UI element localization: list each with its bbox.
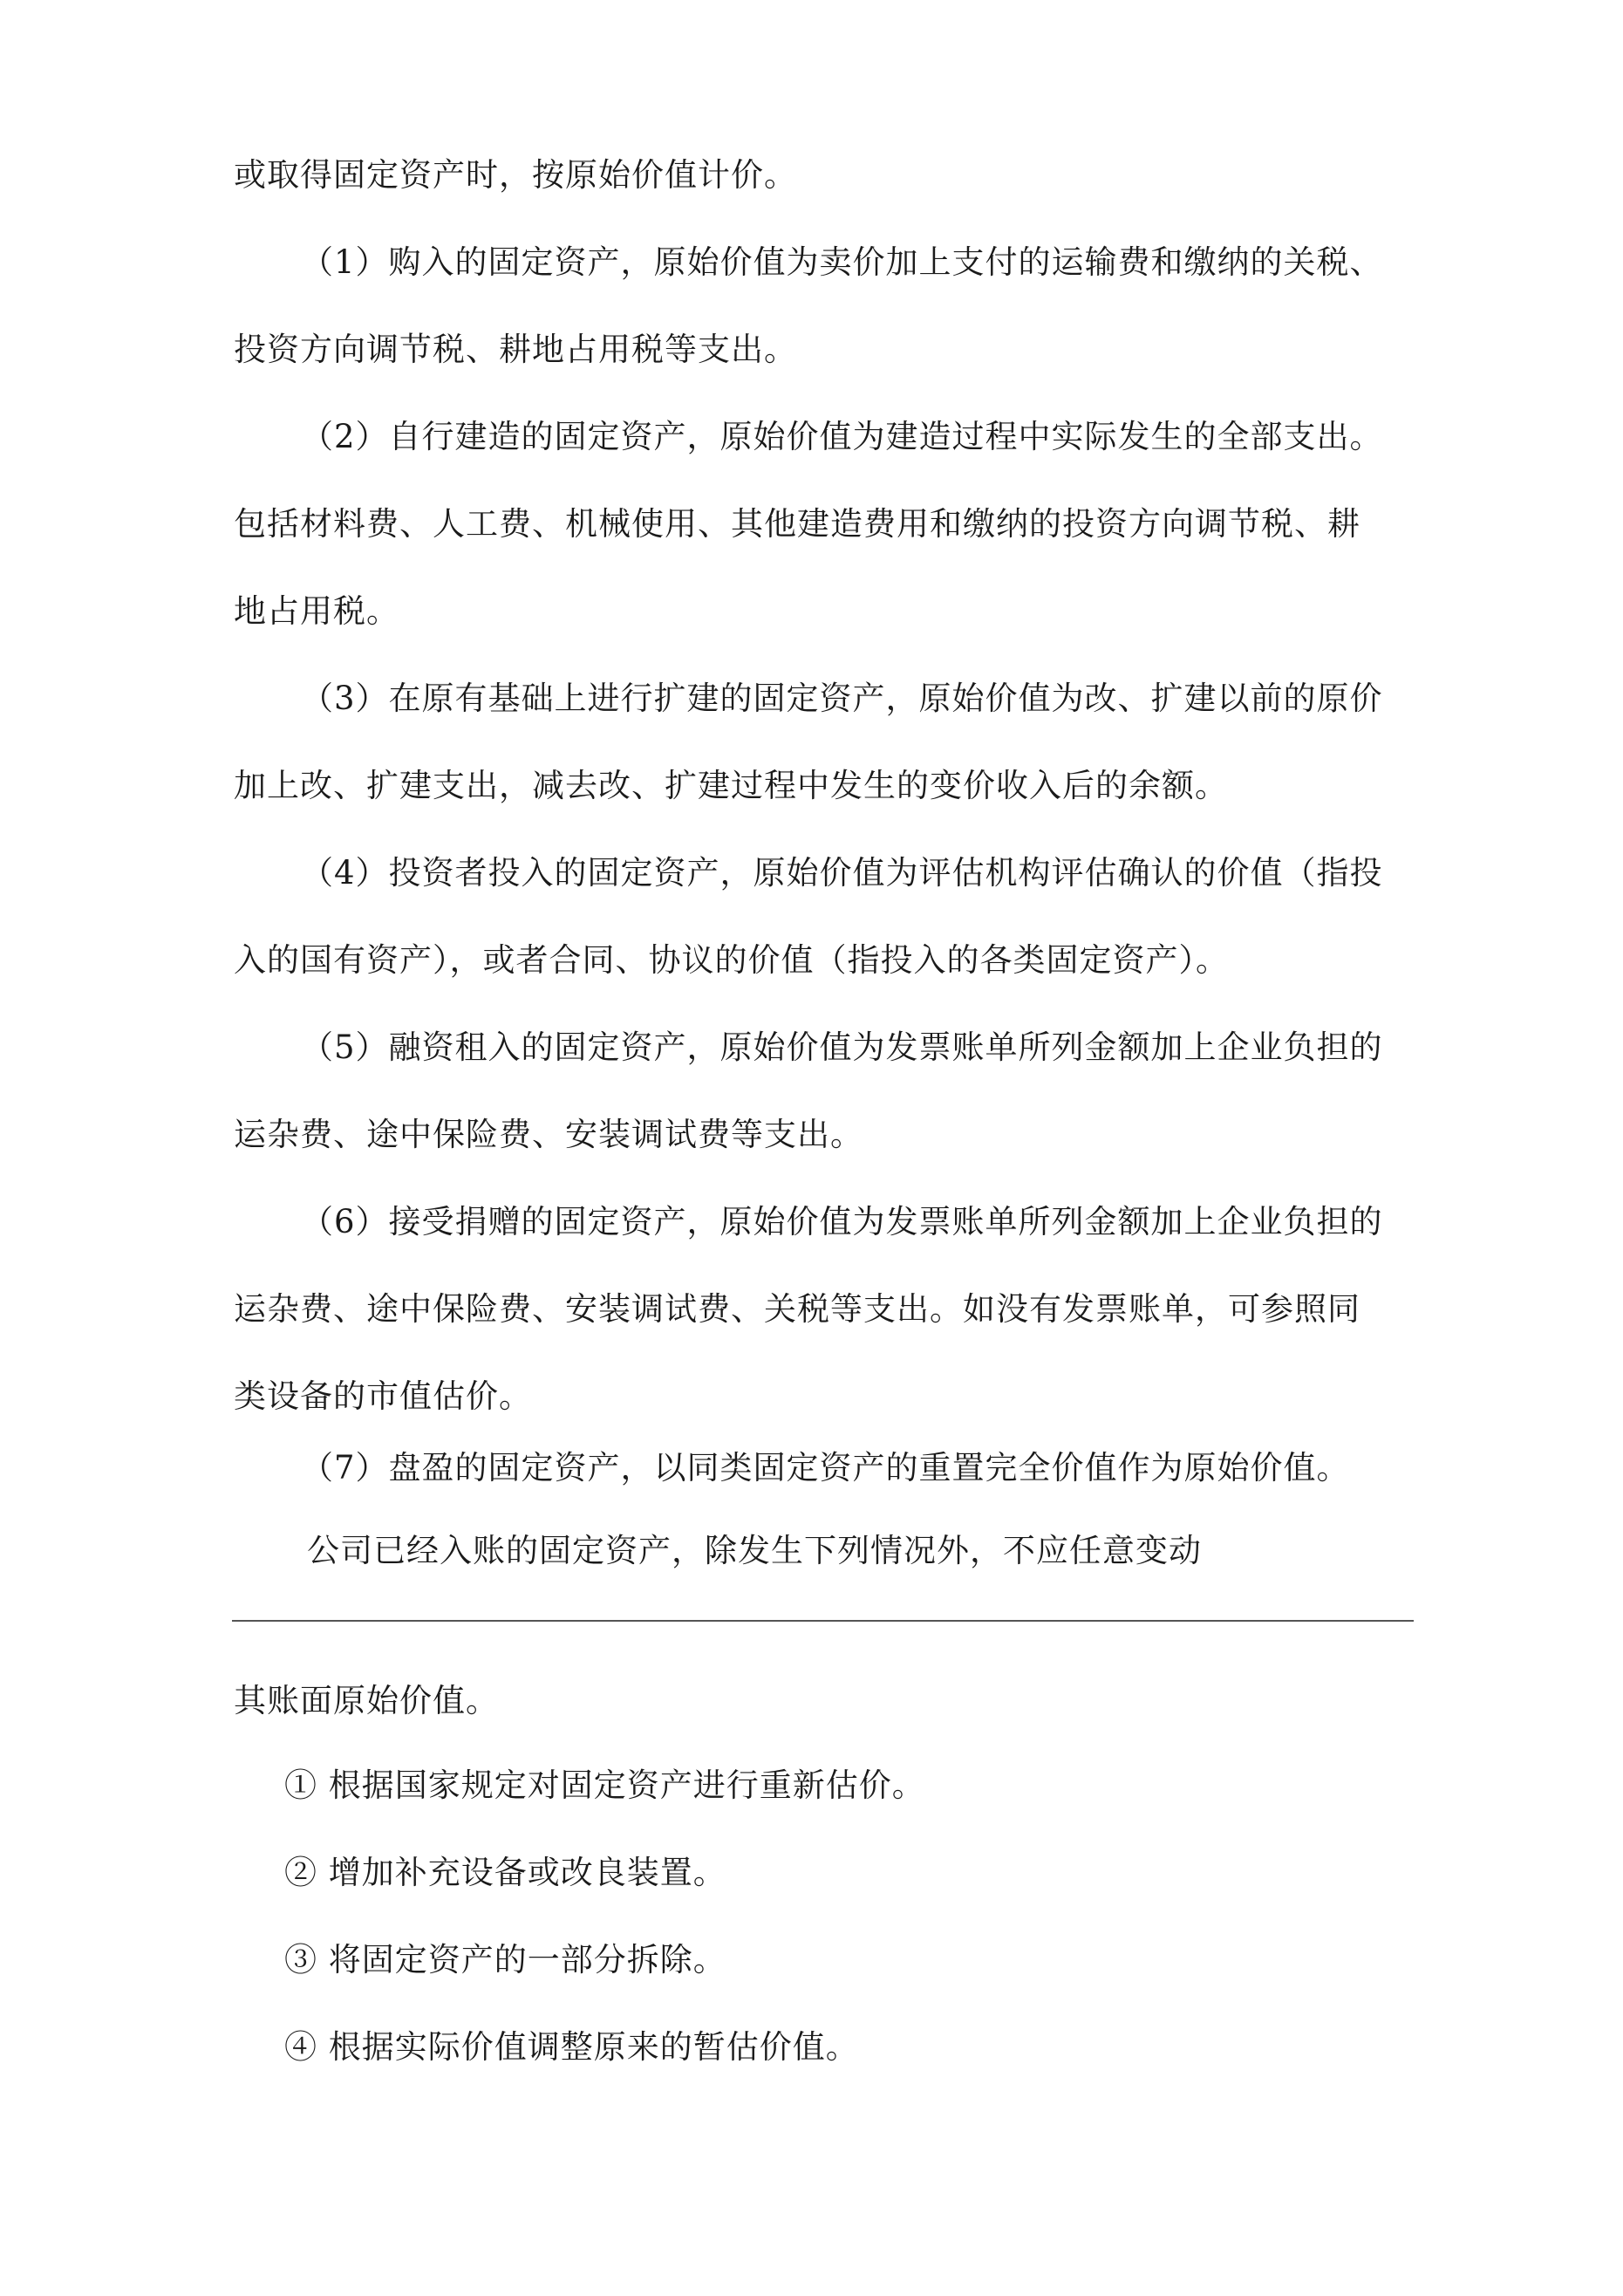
item-2-line-3: 地占用税。	[234, 592, 399, 630]
list-item-4: ④ 根据实际价值调整原来的暂估价值。	[284, 2028, 859, 2066]
item-1-line-2: 投资方向调节税、耕地占用税等支出。	[234, 331, 797, 368]
item-3-line-1: （3）在原有基础上进行扩建的固定资产，原始价值为改、扩建以前的原价	[301, 680, 1383, 717]
item-3-line-2: 加上改、扩建支出，减去改、扩建过程中发生的变价收入后的余额。	[234, 767, 1228, 804]
item-7-line-1: （7）盘盈的固定资产，以同类固定资产的重置完全价值作为原始价值。	[301, 1449, 1350, 1486]
list-item-1: ① 根据国家规定对固定资产进行重新估价。	[284, 1766, 925, 1804]
item-5-line-1: （5）融资租入的固定资产，原始价值为发票账单所列金额加上企业负担的	[301, 1028, 1383, 1066]
item-6-line-2: 运杂费、途中保险费、安装调试费、关税等支出。如没有发票账单，可参照同	[234, 1290, 1360, 1328]
item-4-line-2: 入的国有资产），或者合同、协议的价值（指投入的各类固定资产）。	[234, 941, 1229, 979]
list-item-2: ② 增加补充设备或改良装置。	[284, 1854, 726, 1891]
closing-line: 公司已经入账的固定资产，除发生下列情况外，不应任意变动	[307, 1532, 1202, 1569]
item-6-line-3: 类设备的市值估价。	[234, 1377, 532, 1415]
list-item-3: ③ 将固定资产的一部分拆除。	[284, 1941, 726, 1978]
item-2-line-2: 包括材料费、人工费、机械使用、其他建造费用和缴纳的投资方向调节税、耕	[234, 505, 1360, 543]
item-1-line-1: （1）购入的固定资产，原始价值为卖价加上支付的运输费和缴纳的关税、	[301, 243, 1383, 281]
item-5-line-2: 运杂费、途中保险费、安装调试费等支出。	[234, 1116, 863, 1153]
continuation-line: 其账面原始价值。	[234, 1682, 499, 1719]
item-4-line-1: （4）投资者投入的固定资产，原始价值为评估机构评估确认的价值（指投	[301, 854, 1383, 892]
opening-line: 或取得固定资产时，按原始价值计价。	[234, 156, 797, 194]
item-2-line-1: （2）自行建造的固定资产，原始价值为建造过程中实际发生的全部支出。	[301, 418, 1383, 455]
section-divider	[232, 1620, 1414, 1622]
item-6-line-1: （6）接受捐赠的固定资产，原始价值为发票账单所列金额加上企业负担的	[301, 1203, 1383, 1240]
